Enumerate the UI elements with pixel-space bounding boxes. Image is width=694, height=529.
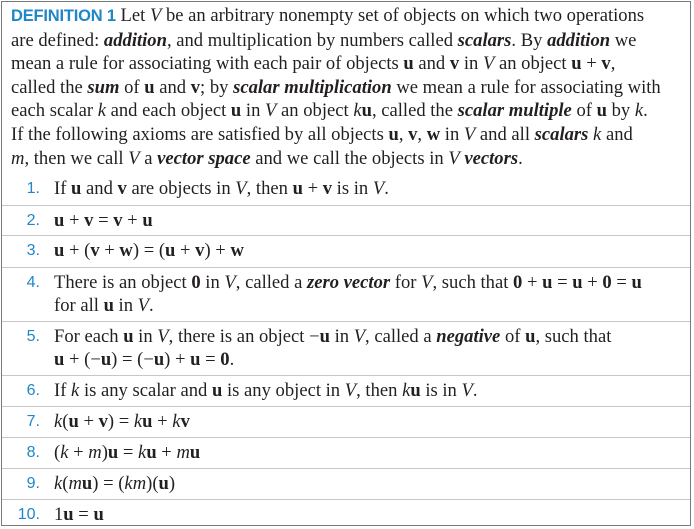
axiom-number: 3. (26, 242, 40, 259)
axiom-number: 9. (26, 474, 40, 492)
definition-line: each scalar k and each object u in V an object ku, called the scalar multiple of u by k. (11, 100, 648, 122)
axiom-divider (2, 235, 690, 236)
axiom-divider (2, 499, 690, 500)
axiom-divider (2, 375, 690, 376)
definition-line: m, then we call V a vector space and we call the objects in V vectors. (11, 147, 523, 169)
axiom-text: For each u in V, there is an object −u in V, called a negative of u, such that u + (−u) = (−u) + u = 0. (54, 325, 612, 371)
definition-label: DEFINITION 1 (11, 7, 116, 25)
axiom-text: If k is any scalar and u is any object in V, then ku is in V. (54, 379, 478, 401)
definition-line: Let V be an arbitrary nonempty set of objects on which two operations (120, 5, 645, 26)
axiom-text: u + (v + w) = (u + v) + w (54, 240, 244, 261)
axiom-text: (k + m)u = ku + mu (54, 441, 201, 463)
axiom-text: 1u = u (54, 503, 104, 525)
axiom-divider (2, 267, 690, 268)
axiom-number: 6. (26, 381, 40, 399)
definition-line: called the sum of u and v; by scalar multiplication we mean a rule for associating with (11, 76, 661, 98)
axiom-number: 2. (26, 211, 40, 229)
axiom-text: There is an object 0 in V, called a zero vector for V, such that 0 + u = u + 0 = u for all u in V. (54, 271, 642, 317)
axiom-text: If u and v are objects in V, then u + v is in V. (54, 178, 389, 199)
axiom-number: 1. (26, 180, 40, 197)
axiom-text: k(u + v) = ku + kv (54, 410, 190, 432)
axiom-number: 7. (26, 412, 40, 430)
definition-paragraph (11, 4, 689, 170)
axiom-number: 10. (17, 505, 40, 523)
axiom-divider (2, 205, 690, 206)
axiom-divider (2, 468, 690, 469)
definition-box (1, 1, 691, 526)
definition-line: are defined: addition, and multiplication by numbers called scalars. By addition we (11, 29, 637, 51)
axiom-text: u + v = v + u (54, 209, 153, 231)
definition-line: If the following axioms are satisfied by all objects u, v, w in V and all scalars k and (11, 123, 633, 145)
definition-line: mean a rule for associating with each pair of objects u and v in V an object u + v, (11, 53, 616, 75)
axiom-divider (2, 321, 690, 322)
axiom-text: k(mu) = (km)(u) (54, 472, 176, 494)
axiom-number: 4. (26, 273, 40, 291)
axiom-divider (2, 437, 690, 438)
axiom-divider (2, 406, 690, 407)
axiom-number: 5. (26, 327, 40, 345)
axiom-number: 8. (26, 443, 40, 461)
